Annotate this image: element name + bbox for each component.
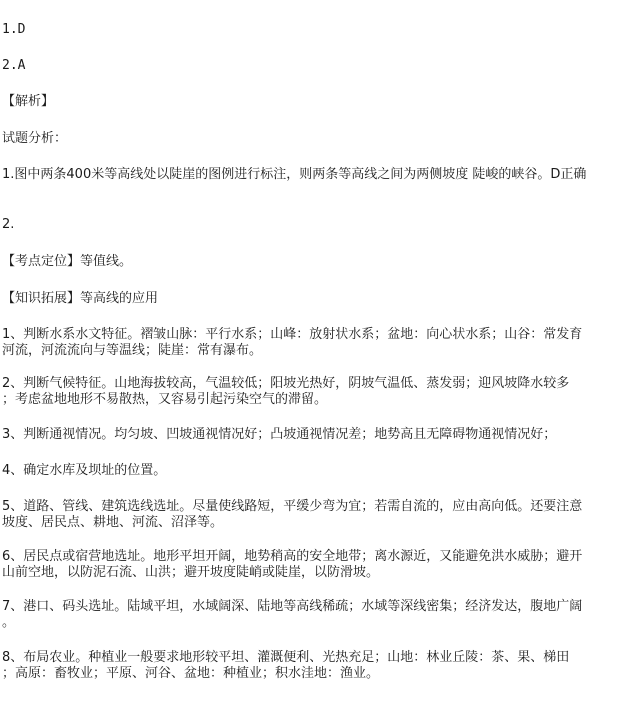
answer-2: 2.A xyxy=(2,58,26,73)
application-item-8-line2: ；高原：畜牧业；平原、河谷、盆地：种植业；积水洼地：渔业。 xyxy=(2,666,380,681)
application-item-5-line1: 5、道路、管线、建筑选线选址。尽量使线路短，平缓少弯为宜；若需自流的，应由高向低。还要注意 xyxy=(2,499,583,514)
application-item-5-line2: 坡度、居民点、耕地、河流、沼泽等。 xyxy=(2,515,224,530)
key-point: 【考点定位】等值线。 xyxy=(2,254,133,269)
analysis-intro: 试题分析： xyxy=(2,131,68,146)
application-item-2-line1: 2、判断气候特征。山地海拔较高，气温较低；阳坡光热好，阴坡气温低、蒸发弱；迎风坡降水较多 xyxy=(2,376,570,391)
application-item-4-line1: 4、确定水库及坝址的位置。 xyxy=(2,463,167,478)
answer-1: 1.D xyxy=(2,22,26,37)
application-item-1-line1: 1、判断水系水文特征。褶皱山脉：平行水系；山峰：放射状水系；盆地：向心状水系；山谷：常发育 xyxy=(2,327,583,342)
analysis-heading: 【解析】 xyxy=(2,94,55,109)
analysis-point-2: 2. xyxy=(2,217,15,232)
application-item-6-line2: 山前空地，以防泥石流、山洪；避开坡度陡峭或陡崖，以防滑坡。 xyxy=(2,565,380,580)
extension-heading: 【知识拓展】等高线的应用 xyxy=(2,291,159,306)
application-item-7-line1: 7、港口、码头选址。陆域平坦，水域阔深、陆地等高线稀疏；水域等深线密集；经济发达，腹地广阔 xyxy=(2,599,583,614)
analysis-point-1: 1.图中两条400米等高线处以陡崖的图例进行标注，则两条等高线之间为两侧坡度 陡峻的峡谷。D正确 xyxy=(2,167,587,182)
application-item-3-line1: 3、判断通视情况。均匀坡、凹坡通视情况好；凸坡通视情况差；地势高且无障碍物通视情况好； xyxy=(2,427,557,442)
application-item-2-line2: ；考虑盆地地形不易散热，又容易引起污染空气的滞留。 xyxy=(2,392,328,407)
application-item-8-line1: 8、布局农业。种植业一般要求地形较平坦、灌溉便利、光热充足；山地：林业丘陵：茶、果、梯田 xyxy=(2,650,570,665)
application-item-7-line2: 。 xyxy=(2,615,16,630)
application-item-6-line1: 6、居民点或宿营地选址。地形平坦开阔，地势稍高的安全地带；离水源近，又能避免洪水威胁；避开 xyxy=(2,549,583,564)
application-item-1-line2: 河流，河流流向与等温线；陡崖：常有瀑布。 xyxy=(2,343,263,358)
